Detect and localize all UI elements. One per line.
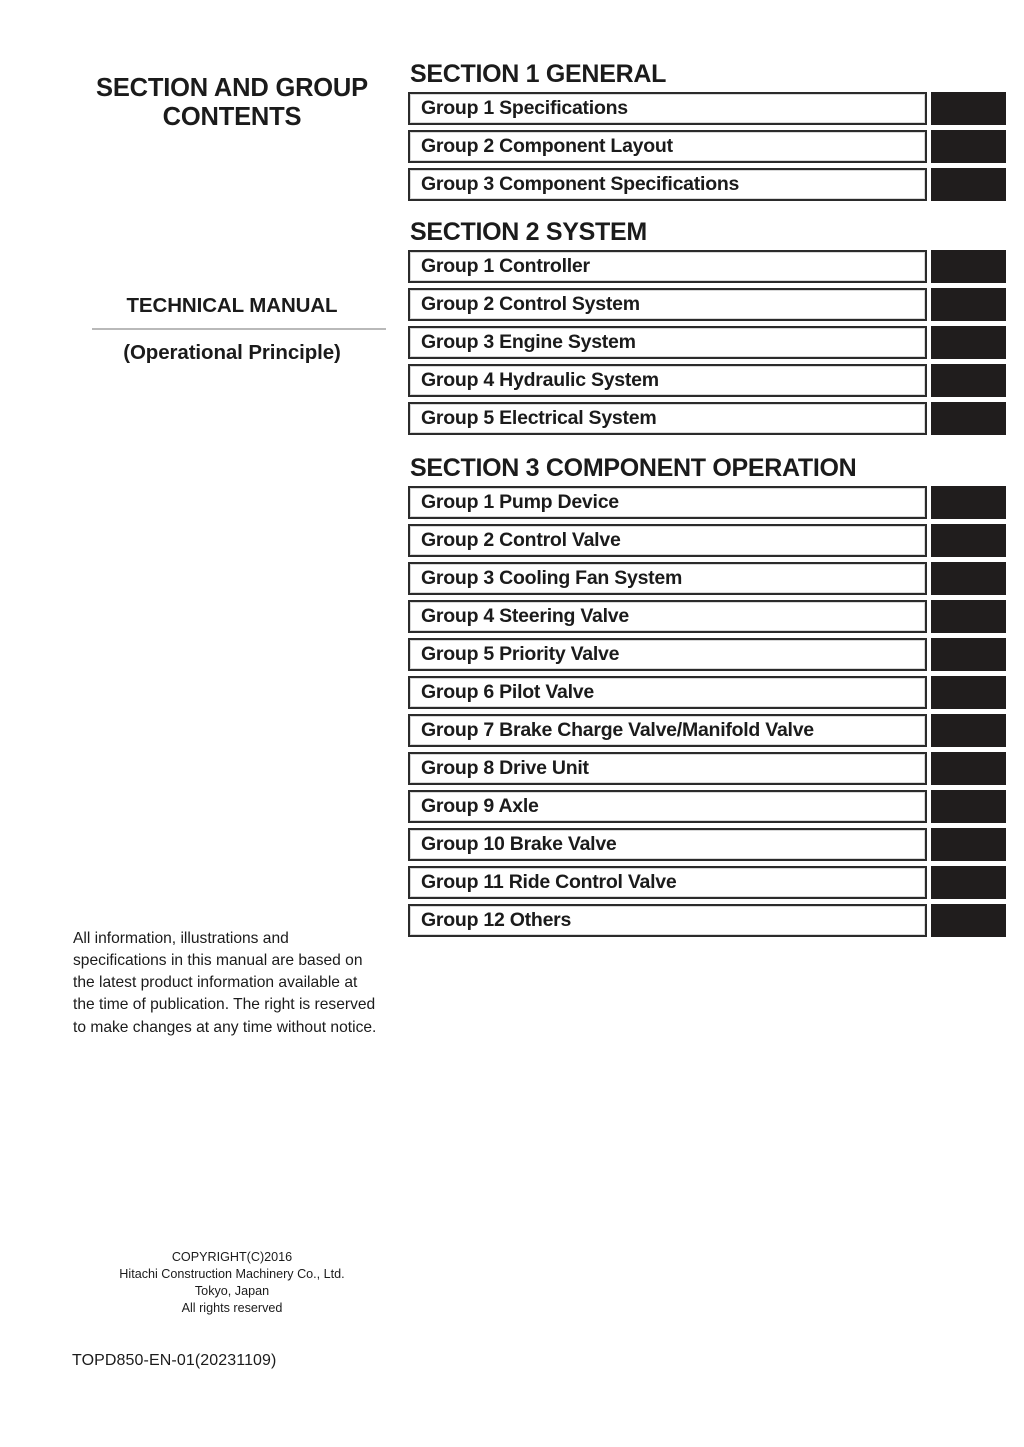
group-entry[interactable] — [408, 288, 927, 321]
group-entry[interactable] — [408, 524, 927, 557]
group-entry-label: Group 10 Brake Valve — [421, 833, 617, 855]
group-entry-label: Group 1 Controller — [421, 255, 590, 277]
group-entry-label: Group 2 Component Layout — [421, 135, 673, 157]
section-thumb-tab — [931, 250, 1006, 283]
group-entry[interactable] — [408, 828, 927, 861]
group-entry-label: Group 11 Ride Control Valve — [421, 871, 677, 893]
section-thumb-tab — [931, 790, 1006, 823]
group-entry-label: Group 12 Others — [421, 909, 572, 931]
group-entry-label: Group 2 Control Valve — [421, 529, 621, 551]
contents-table — [408, 0, 1024, 1447]
disclaimer-text: All information, illustrations and specifications in this manual are based on the latest product information available at the time of publication. The right is reserved to make changes at any time without notice. — [73, 930, 377, 1036]
group-entry-label: Group 9 Axle — [421, 795, 539, 817]
group-entry[interactable] — [408, 92, 927, 125]
group-entry-label: Group 1 Pump Device — [421, 491, 619, 513]
copyright-block — [62, 1249, 402, 1318]
group-entry-label: Group 1 Specifications — [421, 97, 628, 119]
cover-left-column — [0, 0, 405, 1447]
section-thumb-tab — [931, 524, 1006, 557]
document-code: TOPD850-EN-01(20231109) — [72, 1352, 277, 1369]
group-entry[interactable] — [408, 364, 927, 397]
table-row[interactable] — [408, 364, 1006, 397]
group-entry[interactable] — [408, 562, 927, 595]
section-heading: SECTION 1 GENERAL — [410, 60, 667, 88]
section-thumb-tab — [931, 562, 1006, 595]
group-entry-label: Group 4 Steering Valve — [421, 605, 629, 627]
group-entry-label: Group 5 Electrical System — [421, 407, 657, 429]
group-entry-label: Group 4 Hydraulic System — [421, 369, 659, 391]
section-thumb-tab — [931, 288, 1006, 321]
section-thumb-tab — [931, 92, 1006, 125]
table-row[interactable] — [408, 92, 1006, 125]
section-thumb-tab — [931, 676, 1006, 709]
group-entry-label: Group 5 Priority Valve — [421, 643, 620, 665]
section-block — [408, 220, 1006, 440]
manual-type-label: TECHNICAL MANUAL — [126, 294, 338, 317]
section-thumb-tab — [931, 714, 1006, 747]
section-thumb-tab — [931, 904, 1006, 937]
group-entry-label: Group 3 Cooling Fan System — [421, 567, 683, 589]
copyright-line-4: All rights reserved — [181, 1301, 283, 1316]
group-entry-label: Group 7 Brake Charge Valve/Manifold Valve — [421, 719, 814, 741]
group-entry[interactable] — [408, 402, 927, 435]
copyright-line-1: COPYRIGHT(C)2016 — [171, 1250, 293, 1264]
section-thumb-tab — [931, 866, 1006, 899]
table-row[interactable] — [408, 904, 1006, 937]
section-thumb-tab — [931, 402, 1006, 435]
group-entry[interactable] — [408, 676, 927, 709]
section-block — [408, 456, 1006, 942]
group-entry[interactable] — [408, 790, 927, 823]
section-thumb-tab — [931, 752, 1006, 785]
group-entry[interactable] — [408, 714, 927, 747]
section-heading: SECTION 2 SYSTEM — [410, 218, 647, 246]
section-thumb-tab — [931, 168, 1006, 201]
table-row[interactable] — [408, 638, 1006, 671]
table-row[interactable] — [408, 288, 1006, 321]
section-thumb-tab — [931, 828, 1006, 861]
table-row[interactable] — [408, 600, 1006, 633]
section-thumb-tab — [931, 326, 1006, 359]
table-row[interactable] — [408, 486, 1006, 519]
table-row[interactable] — [408, 790, 1006, 823]
table-row[interactable] — [408, 250, 1006, 283]
manual-subtitle: (Operational Principle) — [123, 341, 341, 364]
group-entry-label: Group 2 Control System — [421, 293, 640, 315]
title-divider — [92, 328, 386, 330]
table-row[interactable] — [408, 866, 1006, 899]
group-entry-label: Group 3 Engine System — [421, 331, 636, 353]
section-thumb-tab — [931, 130, 1006, 163]
group-entry[interactable] — [408, 866, 927, 899]
group-entry[interactable] — [408, 130, 927, 163]
group-entry[interactable] — [408, 250, 927, 283]
table-row[interactable] — [408, 828, 1006, 861]
group-entry[interactable] — [408, 904, 927, 937]
group-entry[interactable] — [408, 752, 927, 785]
table-row[interactable] — [408, 752, 1006, 785]
table-row[interactable] — [408, 168, 1006, 201]
table-row[interactable] — [408, 562, 1006, 595]
section-thumb-tab — [931, 600, 1006, 633]
table-row[interactable] — [408, 714, 1006, 747]
group-entry[interactable] — [408, 486, 927, 519]
table-row[interactable] — [408, 676, 1006, 709]
table-row[interactable] — [408, 402, 1006, 435]
section-block — [408, 62, 1006, 206]
group-entry[interactable] — [408, 326, 927, 359]
section-thumb-tab — [931, 638, 1006, 671]
section-thumb-tab — [931, 364, 1006, 397]
group-entry-label: Group 8 Drive Unit — [421, 757, 589, 779]
page-title: SECTION AND GROUP CONTENTS — [96, 74, 368, 132]
group-entry[interactable] — [408, 638, 927, 671]
section-thumb-tab — [931, 486, 1006, 519]
copyright-line-2: Hitachi Construction Machinery Co., Ltd. — [119, 1267, 345, 1282]
group-entry-label: Group 6 Pilot Valve — [421, 681, 594, 703]
group-entry[interactable] — [408, 600, 927, 633]
group-entry-label: Group 3 Component Specifications — [421, 173, 740, 195]
copyright-line-3: Tokyo, Japan — [194, 1284, 270, 1299]
group-entry[interactable] — [408, 168, 927, 201]
section-heading: SECTION 3 COMPONENT OPERATION — [410, 454, 857, 482]
table-row[interactable] — [408, 130, 1006, 163]
table-row[interactable] — [408, 326, 1006, 359]
table-row[interactable] — [408, 524, 1006, 557]
